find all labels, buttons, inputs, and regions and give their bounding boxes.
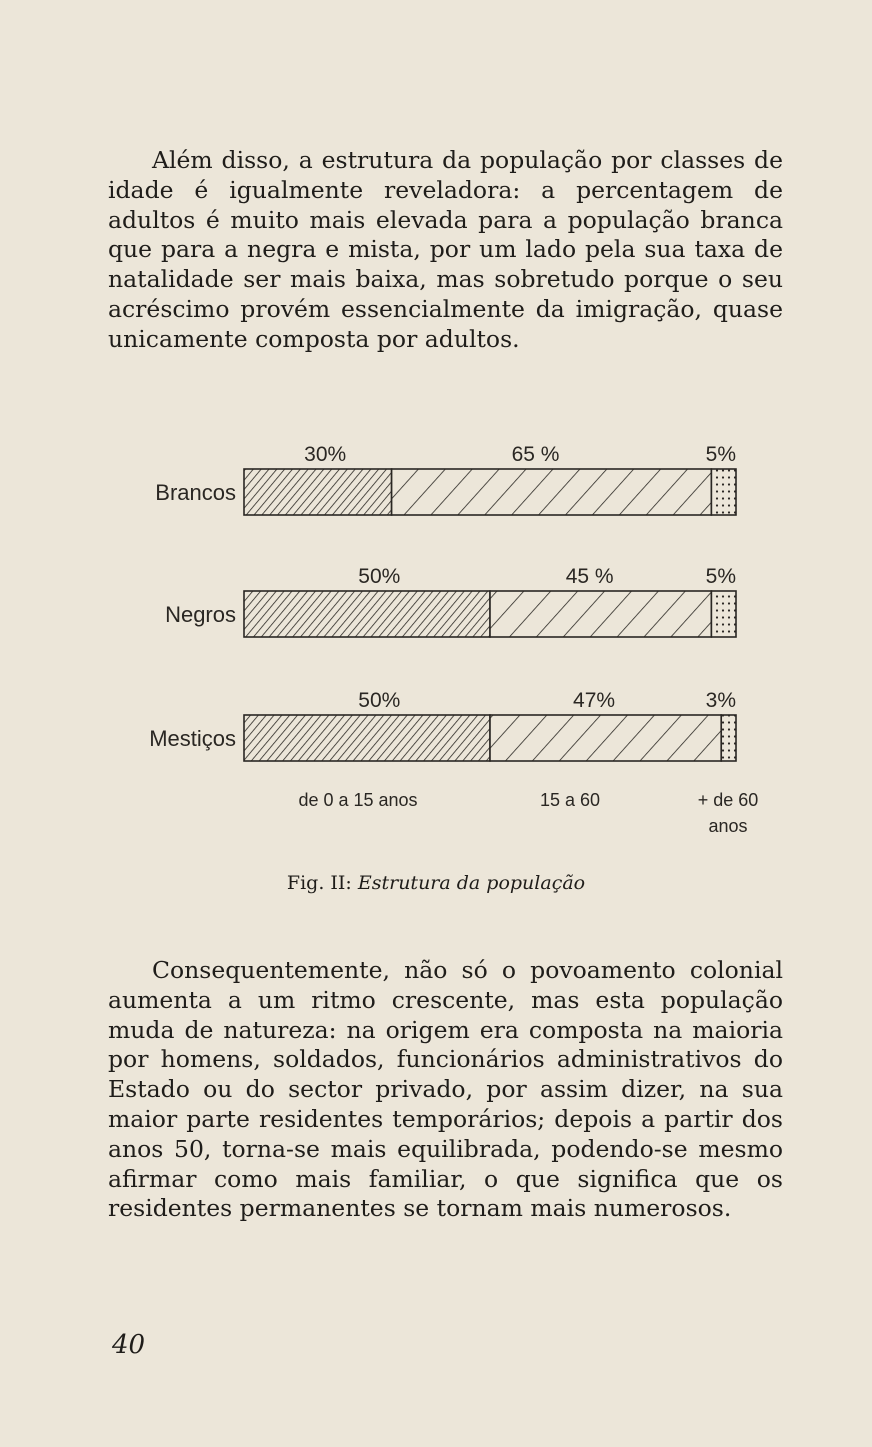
legend-young: de 0 a 15 anos <box>298 790 418 810</box>
legend-adult: 15 a 60 <box>539 790 601 810</box>
figure-caption <box>0 872 872 894</box>
paragraph-2-text: Consequentemente, não só o povoamento colonial aumenta a um ritmo crescente, mas esta população muda de natureza: na origem era composta na maioria por homens, soldados, funcionários administrativos do Estado ou do sector privado, por assim dizer, na sua maior parte residentes temporários; depois a partir dos anos 50, torna-se mais equilibrada, podendo-se mesmo afirmar como mais familiar, o que significa que os residentes permanentes se tornam mais numerosos. <box>108 956 783 1223</box>
value-label-mesti-os-old: 3% <box>705 689 736 712</box>
value-label-mesti-os-adult: 47% <box>573 689 616 712</box>
value-label-brancos-old: 5% <box>705 443 736 466</box>
value-label-brancos-young: 30% <box>304 443 347 466</box>
paragraph-1 <box>108 146 783 355</box>
row-label-mesti-os: Mestiços <box>149 726 236 751</box>
bar-brancos-old <box>711 469 736 515</box>
caption-prefix: Fig. II: <box>286 872 352 894</box>
value-label-brancos-adult: 65 % <box>511 443 560 466</box>
paragraph-2 <box>108 956 783 1224</box>
bar-negros-adult <box>490 591 711 637</box>
bar-mesti-os-old <box>721 715 736 761</box>
paragraph-1-text: Além disso, a estrutura da população por classes de idade é igualmente reveladora: a percentagem de adultos é muito mais elevada para a população branca que para a negra e mista, por um lado pela sua taxa de natalidade ser mais baixa, mas sobretudo porque o seu acréscimo provém essencialmente da imigração, quase unicamente composta por adultos. <box>108 146 783 353</box>
legend-old: + de 60 <box>697 790 759 810</box>
value-label-negros-old: 5% <box>705 565 736 588</box>
row-label-brancos: Brancos <box>155 480 236 505</box>
bar-brancos-young <box>244 469 392 515</box>
bar-mesti-os-adult <box>490 715 721 761</box>
value-label-mesti-os-young: 50% <box>358 689 401 712</box>
bar-brancos-adult <box>392 469 712 515</box>
value-label-negros-adult: 45 % <box>565 565 614 588</box>
caption-title: Estrutura da população <box>357 872 586 894</box>
value-label-negros-young: 50% <box>358 565 401 588</box>
bar-negros-old <box>711 591 736 637</box>
bar-mesti-os-young <box>244 715 490 761</box>
row-label-negros: Negros <box>165 602 236 627</box>
legend-old-unit: anos <box>708 816 748 836</box>
bar-negros-young <box>244 591 490 637</box>
age-structure-figure <box>0 425 872 865</box>
page-number: 40 <box>112 1330 146 1360</box>
